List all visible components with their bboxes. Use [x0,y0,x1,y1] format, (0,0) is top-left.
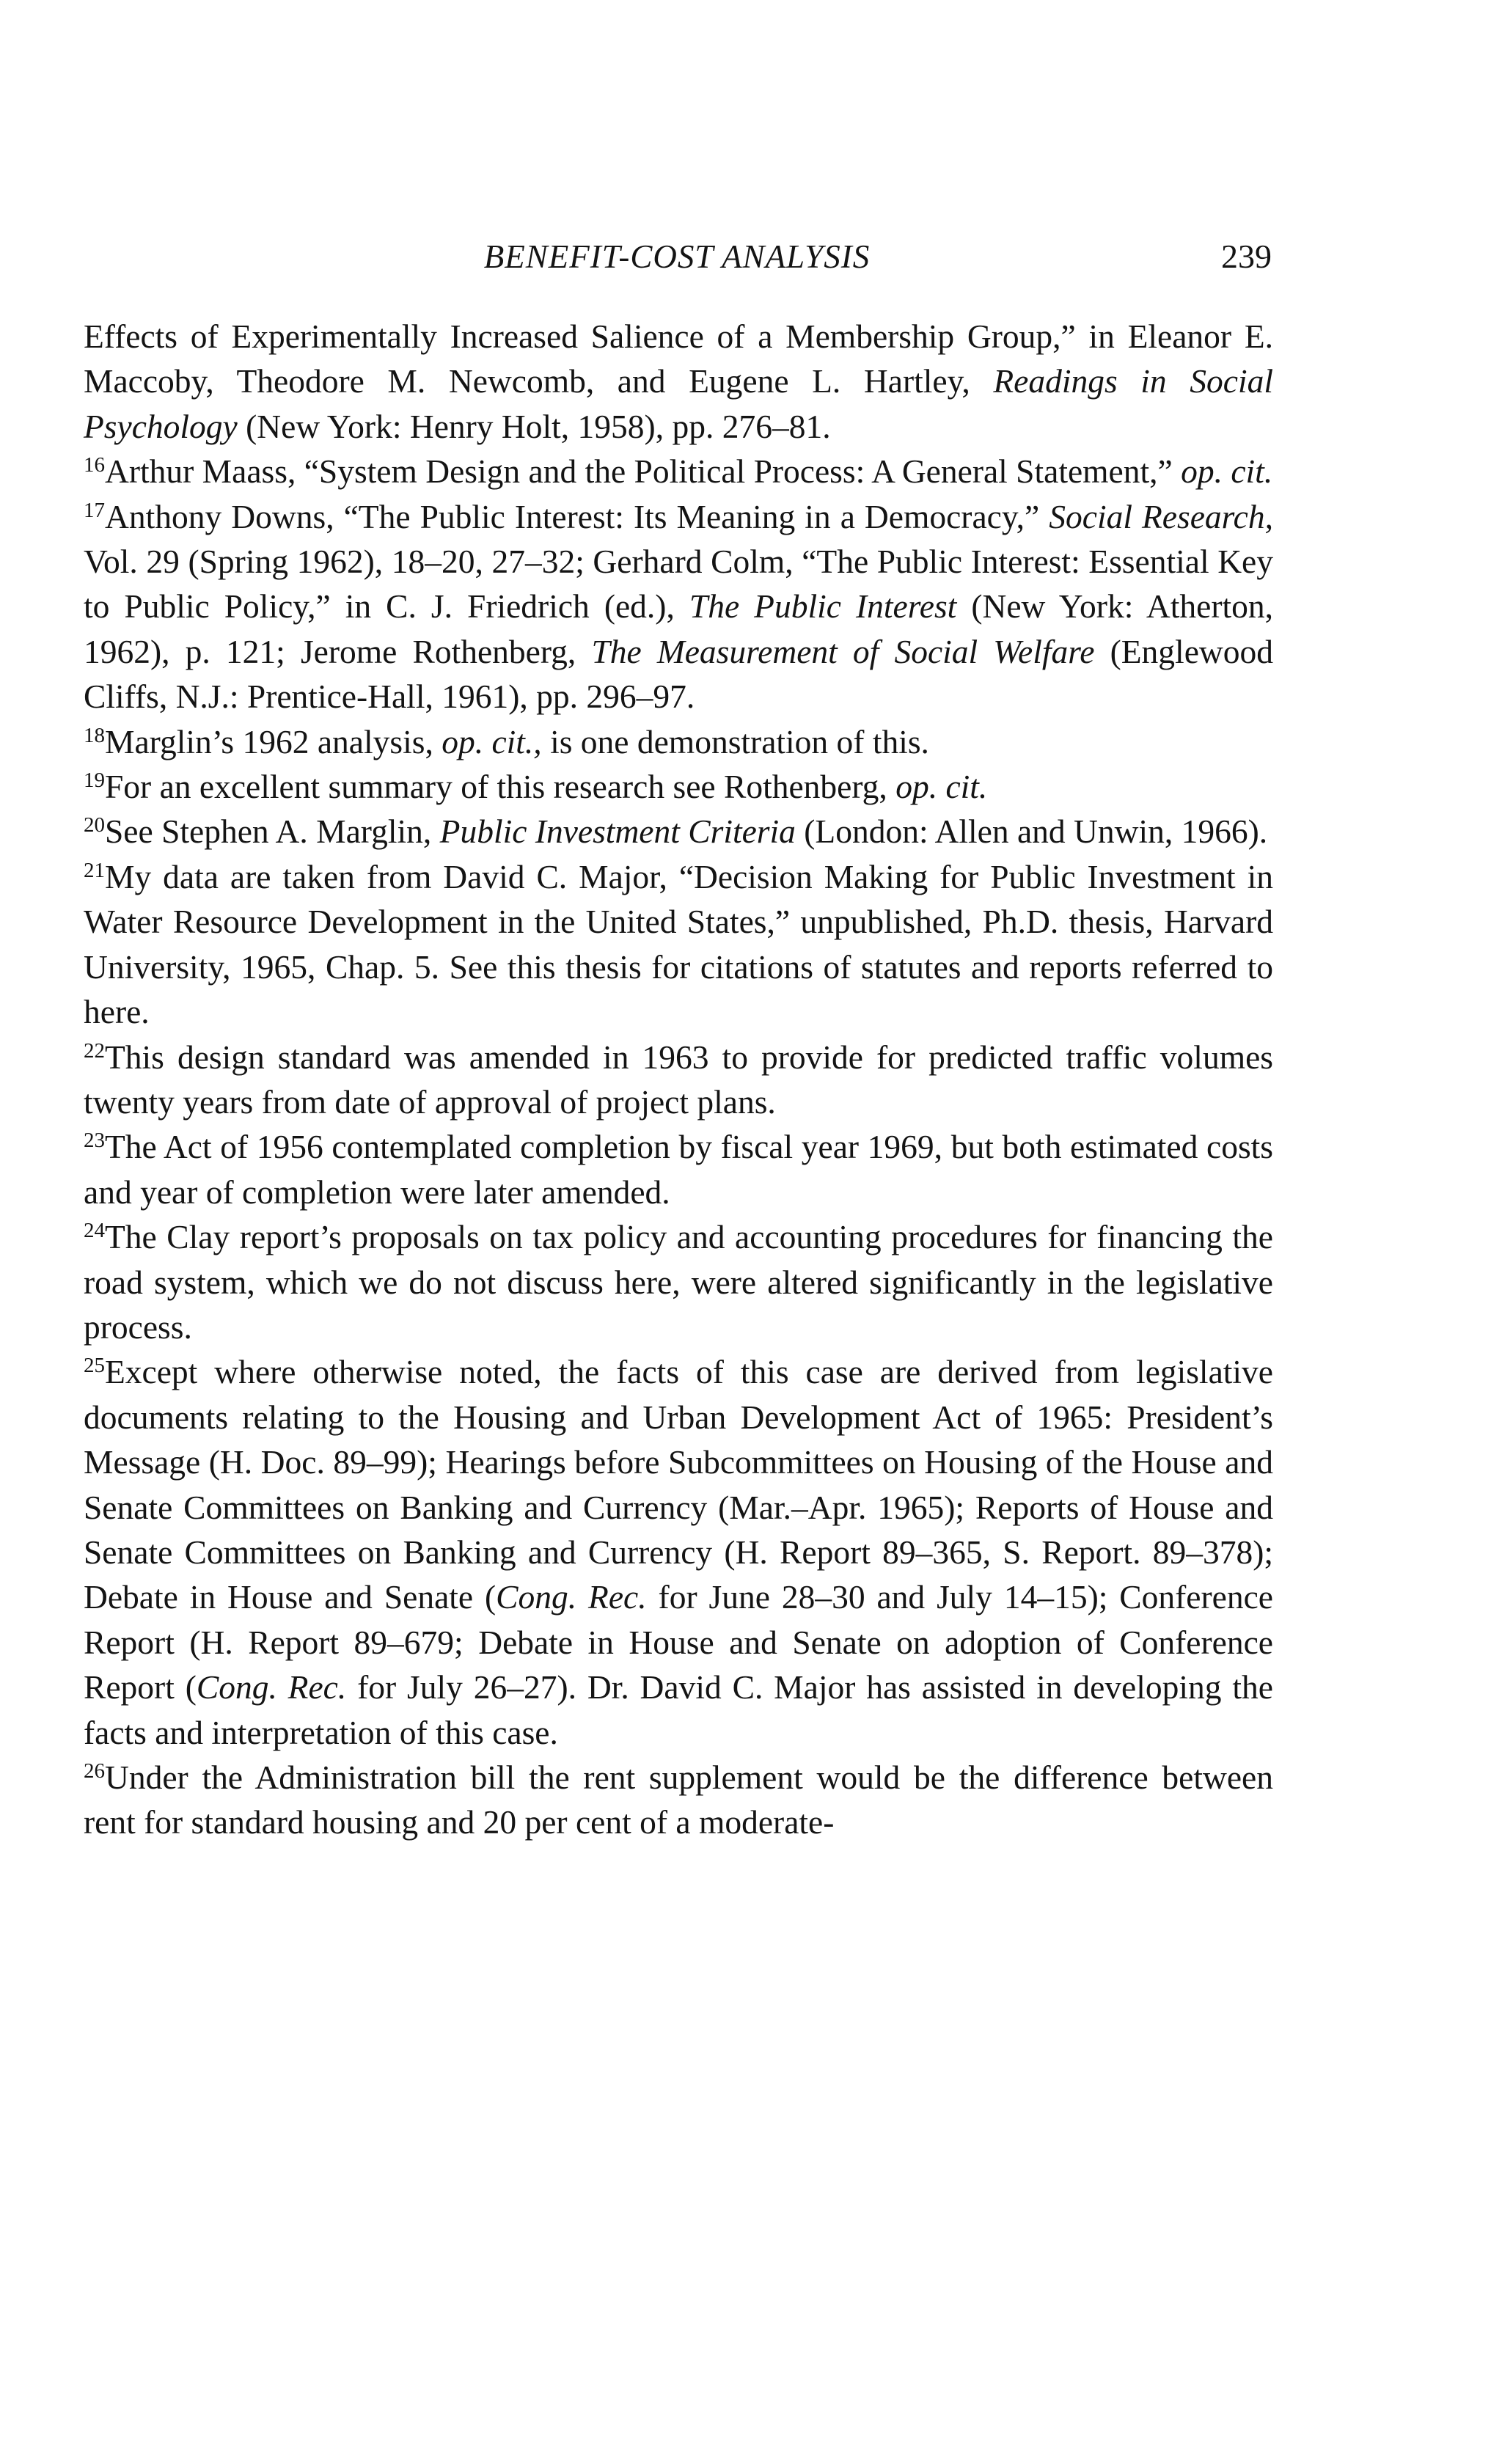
endnote-title-italic: Cong. Rec. [196,1668,347,1706]
endnote-title-italic: Cong. Rec. [496,1578,647,1616]
endnote-number: 19 [84,769,105,793]
endnote-number: 25 [84,1354,105,1378]
endnote [84,1755,1273,1845]
endnote-title-italic: Readings in Social Psychology [84,362,1273,445]
endnote-text: Arthur Maass, “System Design and the Political Process: A General Statement,” [105,452,1182,491]
endnote-number: 26 [84,1759,105,1783]
endnote-text: This design standard was amended in 1963 to provide for predicted traffic volumes twenty years from date of approval of project plans. [84,1038,1273,1121]
endnote [84,1124,1273,1214]
endnote [84,854,1273,1035]
endnote-text: Vol. 29 (Spring 1962), 18–20, 27–32; Gerhard Colm, “The Public Interest: Essential Key to Public Policy,” in C. J. Friedrich (ed.), [84,543,1273,626]
endnote-title-italic: op. cit. [895,768,988,806]
endnote-text: Effects of Experimentally Increased Salience of a Membership Group,” in Eleanor E. Maccoby, Theodore M. Newcomb, and Eugene L. Hartley, [84,318,1273,400]
endnote-text: Except where otherwise noted, the facts of this case are derived from legislative documents relating to the Housing and Urban Development Act of 1965: President’s Message (H. Doc. 89–99); Hearings before Subcommittees on Housing of the House and Senate Committees on Banking and Currency (Mar.–Apr. 1965); Reports of House and Senate Committees on Banking and Currency (H. Report 89–365, S. Report. 89–378); Debate in House and Senate ( [84,1353,1273,1616]
page-number: 239 [1221,238,1272,275]
endnote-text: Marglin’s 1962 analysis, [105,722,442,760]
endnote-text: for July 26–27). Dr. David C. Major has assisted in developing the facts and interpretation of this case. [84,1668,1273,1751]
endnote [84,494,1273,719]
endnote-text: Under the Administration bill the rent supplement would be the difference between rent for standard housing and 20 per cent of a moderate- [84,1759,1273,1841]
endnote-text: See Stephen A. Marglin, [105,813,440,851]
endnote-number: 24 [84,1219,105,1243]
endnote-number: 16 [84,453,105,477]
endnote-text: is one demonstration of this. [541,722,929,760]
endnote-number: 22 [84,1038,105,1063]
endnote-title-italic: The Public Interest [689,587,957,626]
endnote [84,764,1273,809]
endnote [84,809,1273,854]
endnote-number: 17 [84,498,105,522]
endnote-title-italic: op. cit. [1181,452,1273,491]
endnote-title-italic: The Measurement of Social Welfare [591,632,1095,670]
endnote-number: 21 [84,858,105,882]
running-head [82,227,1272,286]
endnote-text: The Act of 1956 contemplated completion by fiscal year 1969, but both estimated costs and year of completion were later amended. [84,1128,1273,1211]
endnote [84,314,1273,449]
endnote [84,1349,1273,1755]
endnote-text: (London: Allen and Unwin, 1966). [795,813,1268,851]
endnote-number: 20 [84,813,105,837]
endnote-text: Anthony Downs, “The Public Interest: Its Meaning in a Democracy,” [105,497,1049,535]
endnote-number: 18 [84,723,105,747]
endnote-number: 23 [84,1129,105,1153]
endnote-text: for June 28–30 and July 14–15); Conference Report (H. Report 89–679; Debate in House and Senate on adoption of Conference Report ( [84,1578,1273,1706]
endnote-text: The Clay report’s proposals on tax policy and accounting procedures for financing the road system, which we do not discuss here, were altered significantly in the legislative process. [84,1218,1273,1346]
endnote-text: My data are taken from David C. Major, “Decision Making for Public Investment in Water Resource Development in the United States,” unpublished, Ph.D. thesis, Harvard University, 1965, Chap. 5. See this thesis for citations of statutes and reports referred to here. [84,857,1273,1031]
endnote [84,449,1273,494]
endnotes-list [84,314,1273,1845]
endnote-text: (New York: Atherton, 1962), p. 121; Jerome Rothenberg, [84,587,1273,670]
endnote-title-italic: Social Research, [1049,497,1273,535]
endnote-title-italic: op. cit., [442,722,542,760]
endnote [84,719,1273,764]
endnote-text: For an excellent summary of this research see Rothenberg, [105,768,896,806]
endnote [84,1214,1273,1349]
endnote-title-italic: Public Investment Criteria [439,813,796,851]
endnote-text: (Englewood Cliffs, N.J.: Prentice-Hall, 1961), pp. 296–97. [84,632,1273,716]
endnote [84,1035,1273,1125]
running-title: BENEFIT-COST ANALYSIS [483,238,871,275]
endnote-text: (New York: Henry Holt, 1958), pp. 276–81. [237,407,831,445]
